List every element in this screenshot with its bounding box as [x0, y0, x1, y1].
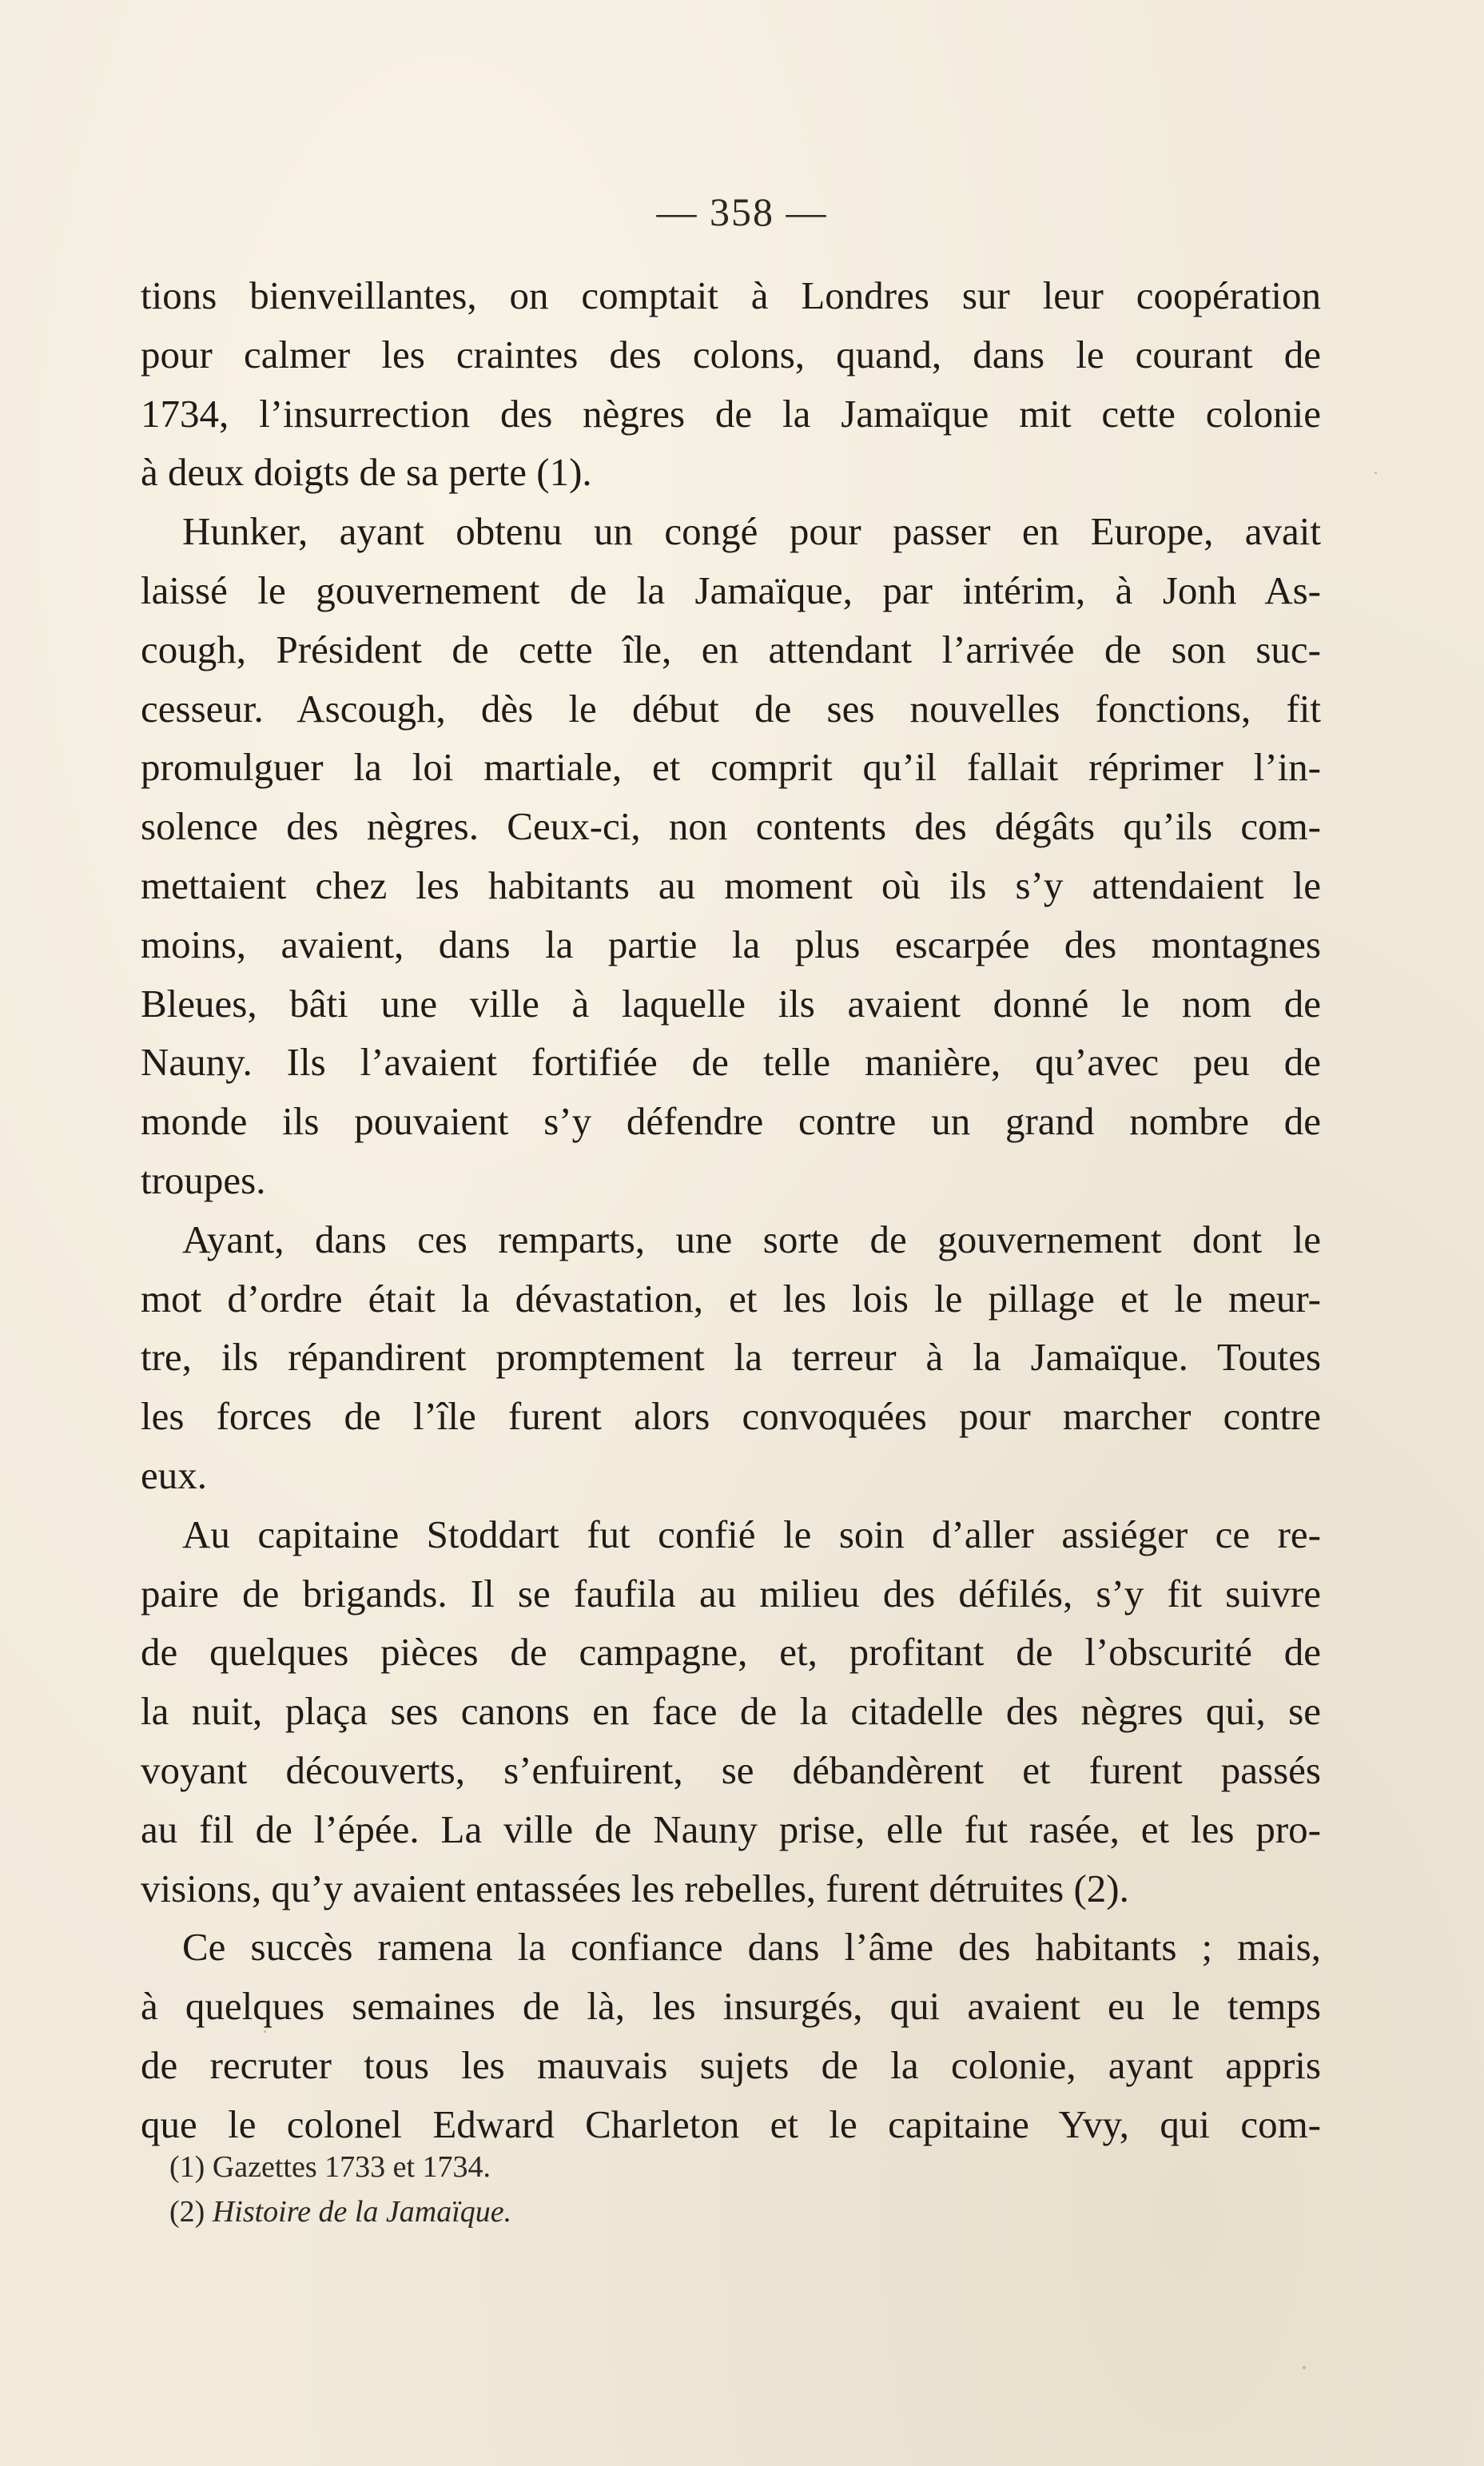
- footnote: [169, 2189, 889, 2234]
- text-line: à quelques semaines de là, les insurgés, qui avaient eu le temps: [141, 1984, 1321, 2029]
- text-line: mettaient chez les habitants au moment où ils s’y attendaient le: [141, 863, 1321, 907]
- text-line: paire de brigands. Il se faufila au milieu des défilés, s’y fit suivre: [141, 1571, 1321, 1615]
- text-line: tre, ils répandirent promptement la terreur à la Jamaïque. Toutes: [141, 1335, 1321, 1380]
- paper-speck: [1375, 472, 1377, 474]
- text-line: les forces de l’île furent alors convoquées pour marcher contre: [141, 1394, 1321, 1439]
- text-line: tions bienveillantes, on comptait à Londres sur leur coopération: [141, 273, 1321, 317]
- text-line: au fil de l’épée. La ville de Nauny prise, elle fut rasée, et les pro-: [141, 1807, 1321, 1851]
- text-line: monde ils pouvaient s’y défendre contre un grand nombre de: [141, 1099, 1321, 1144]
- text-line: Bleues, bâti une ville à laquelle ils avaient donné le nom de: [141, 981, 1321, 1026]
- paper-speck: [264, 2030, 266, 2033]
- paper-speck: [1303, 2366, 1306, 2369]
- footnotes: [169, 2145, 889, 2234]
- footnote: [169, 2145, 889, 2189]
- text-line: que le colonel Edward Charleton et le capitaine Yvy, qui com-: [141, 2101, 1321, 2146]
- text-line: troupes.: [141, 1157, 266, 1202]
- text-line: cesseur. Ascough, dès le début de ses nouvelles fonctions, fit: [141, 686, 1321, 731]
- text-line: de recruter tous les mauvais sujets de la colonie, ayant appris: [141, 2042, 1321, 2087]
- page-number: — 358 —: [656, 189, 828, 234]
- text-line: Au capitaine Stoddart fut confié le soin d’aller assiéger ce re-: [182, 1512, 1321, 1556]
- text-line: eux.: [141, 1452, 207, 1497]
- text-line: moins, avaient, dans la partie la plus escarpée des montagnes: [141, 922, 1321, 966]
- text-line: Ayant, dans ces remparts, une sorte de gouvernement dont le: [182, 1217, 1321, 1261]
- body-text: [141, 266, 1321, 2154]
- text-line: voyant découverts, s’enfuirent, se débandèrent et furent passés: [141, 1747, 1321, 1792]
- footnote-text: Histoire de la Jamaïque.: [212, 2195, 512, 2229]
- text-line: de quelques pièces de campagne, et, profitant de l’obscurité de: [141, 1630, 1321, 1675]
- text-line: la nuit, plaça ses canons en face de la citadelle des nègres qui, se: [141, 1689, 1321, 1734]
- text-line: pour calmer les craintes des colons, quand, dans le courant de: [141, 332, 1321, 376]
- text-line: laissé le gouvernement de la Jamaïque, par intérim, à Jonh As-: [141, 568, 1321, 612]
- text-line: promulguer la loi martiale, et comprit qu’il fallait réprimer l’in-: [141, 745, 1321, 790]
- text-line: Hunker, ayant obtenu un congé pour passer en Europe, avait: [182, 509, 1321, 554]
- text-line: cough, Président de cette île, en attendant l’arrivée de son suc-: [141, 627, 1321, 671]
- text-line: Ce succès ramena la confiance dans l’âme des habitants ; mais,: [182, 1925, 1321, 1970]
- footnote-text: Gazettes 1733 et 1734.: [212, 2150, 491, 2184]
- text-line: Nauny. Ils l’avaient fortifiée de telle manière, qu’avec peu de: [141, 1040, 1321, 1085]
- text-line: mot d’ordre était la dévastation, et les lois le pillage et le meur-: [141, 1276, 1321, 1321]
- footnote-marker: (1): [169, 2150, 205, 2184]
- text-line: solence des nègres. Ceux-ci, non contents des dégâts qu’ils com-: [141, 804, 1321, 849]
- footnote-marker: (2): [169, 2195, 205, 2229]
- text-line: 1734, l’insurrection des nègres de la Jamaïque mit cette colonie: [141, 391, 1321, 436]
- text-line: à deux doigts de sa perte (1).: [141, 450, 592, 495]
- text-line: visions, qu’y avaient entassées les rebelles, furent détruites (2).: [141, 1866, 1129, 1910]
